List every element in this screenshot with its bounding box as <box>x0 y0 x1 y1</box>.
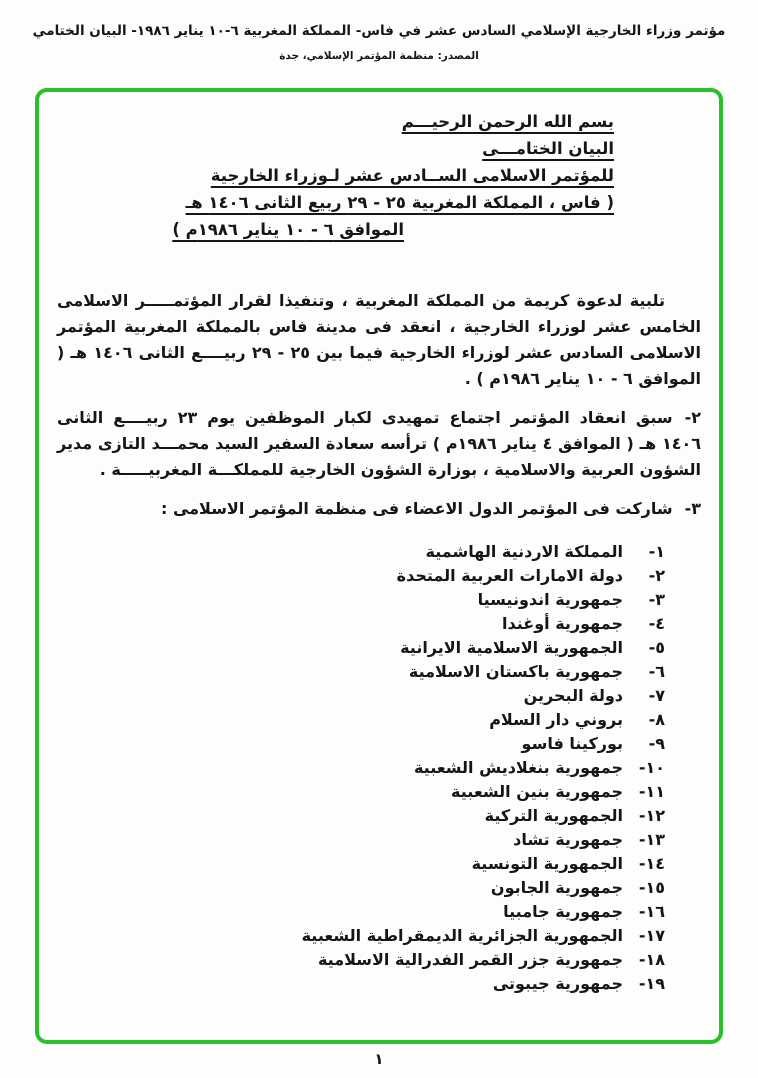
paragraph-text: سبق انعقاد المؤتمر اجتماع تمهيدى لكبار الموظفين يوم ٢٣ ربيــــع الثانى ١٤٠٦ هـ ( الموافق ٤ يناير ١٩٨٦م ) ترأسه سعادة السفير السيد محمـــد التازى مدير الشؤون العربية والاسلامية ، بوزارة الشؤون الخارجية للمملكـــة المغربيـــــة . <box>57 408 701 479</box>
member-state-number: ١٣- <box>638 830 665 849</box>
document-header-title: مؤتمر وزراء الخارجية الإسلامي السادس عشر في فاس- المملكة المغربية ٦-١٠ يناير ١٩٨٦- البيان الختامي <box>32 23 726 39</box>
page-number: ١ <box>374 1050 384 1068</box>
member-state-name: بروني دار السلام <box>489 710 623 729</box>
member-state-item <box>57 540 665 564</box>
member-state-name: جمهورية أوغندا <box>502 614 623 633</box>
member-state-number: ٨- <box>648 710 665 729</box>
title-line-gregorian-date: الموافق ٦ - ١٠ يناير ١٩٨٦م ) <box>172 220 404 239</box>
member-state-item <box>57 636 665 660</box>
member-states-list <box>57 540 665 996</box>
member-state-name: جمهورية جزر القمر الفدرالية الاسلامية <box>317 950 623 969</box>
member-state-number: ١٦- <box>638 902 665 921</box>
member-state-name: الجمهورية التركية <box>484 806 623 825</box>
member-state-item <box>57 828 665 852</box>
member-state-number: ٦- <box>648 662 665 681</box>
paragraph-number: ٢- <box>684 408 702 427</box>
member-state-item <box>57 708 665 732</box>
member-state-item <box>57 684 665 708</box>
member-state-item <box>57 852 665 876</box>
content-frame <box>35 88 723 1044</box>
member-state-name: جمهورية بنين الشعبية <box>451 782 623 801</box>
title-line-venue-hijri-date: ( فاس ، المملكة المغربية ٢٥ - ٢٩ ربيع الثانى ١٤٠٦ هـ <box>185 193 614 212</box>
member-state-number: ١٠- <box>638 758 665 777</box>
paragraph-number: ٣- <box>684 499 701 518</box>
member-state-name: جمهورية الجابون <box>490 878 623 897</box>
member-state-number: ١٥- <box>638 878 665 897</box>
member-state-name: الجمهورية الجزائرية الديمقراطية الشعبية <box>301 926 623 945</box>
member-state-name: جمهورية جامبيا <box>503 902 623 921</box>
member-state-number: ١٧- <box>638 926 665 945</box>
document-source-line: المصدر: منظمة المؤتمر الإسلامي، جدة <box>279 50 479 62</box>
paragraph-text: تلبية لدعوة كريمة من المملكة المغربية ، وتنفيذا لقرار المؤتمـــــر الاسلامى الخامس عشر لوزراء الخارجية ، انعقد فى مدينة فاس بالمملكة المغربية المؤتمر الاسلامى السادس عشر لوزراء الخارجية فيما بين ٢٥ - ٢٩ ربيــــع الثانى ١٤٠٦ هـ ( الموافق ٦ - ١٠ يناير ١٩٨٦م ) . <box>57 291 702 388</box>
member-state-number: ١٢- <box>638 806 665 825</box>
member-state-name: جمهورية باكستان الاسلامية <box>408 662 623 681</box>
title-block <box>57 108 614 243</box>
member-state-name: بوركينا فاسو <box>521 734 623 753</box>
paragraph <box>57 405 701 483</box>
member-state-item <box>57 588 665 612</box>
member-state-item <box>57 924 665 948</box>
member-state-number: ٢- <box>648 566 665 585</box>
member-state-name: جمهورية بنغلاديش الشعبية <box>413 758 623 777</box>
member-state-name: جمهورية جيبوتى <box>492 974 623 993</box>
member-state-number: ٩- <box>648 734 665 753</box>
member-state-number: ١٨- <box>638 950 665 969</box>
member-state-name: الجمهورية التونسية <box>471 854 623 873</box>
member-state-name: جمهورية تشاد <box>513 830 623 849</box>
member-state-item <box>57 948 665 972</box>
title-line-final-communique: البيان الختامـــى <box>482 139 614 158</box>
paragraph <box>57 496 701 522</box>
member-state-item <box>57 900 665 924</box>
paragraph <box>57 288 701 392</box>
member-state-name: جمهورية اندونيسيا <box>477 590 623 609</box>
member-state-name: دولة الامارات العربية المتحدة <box>396 566 623 585</box>
basmala-line: بسم الله الرحمن الرحيـــم <box>401 112 614 131</box>
paragraphs <box>57 288 701 522</box>
member-state-number: ١١- <box>638 782 665 801</box>
member-state-item <box>57 804 665 828</box>
member-state-name: المملكة الاردنية الهاشمية <box>425 542 623 561</box>
member-state-item <box>57 732 665 756</box>
member-state-number: ٧- <box>648 686 665 705</box>
member-state-name: الجمهورية الاسلامية الايرانية <box>400 638 623 657</box>
member-state-item <box>57 780 665 804</box>
member-state-number: ٣- <box>648 590 665 609</box>
member-state-item <box>57 564 665 588</box>
member-state-item <box>57 876 665 900</box>
title-line-conference-name: للمؤتمر الاسلامى الســادس عشر لـوزراء الخارجية <box>210 166 614 185</box>
member-state-item <box>57 972 665 996</box>
member-state-item <box>57 756 665 780</box>
member-state-number: ٥- <box>648 638 665 657</box>
member-state-number: ١٩- <box>638 974 665 993</box>
member-state-name: دولة البحرين <box>523 686 623 705</box>
member-state-item <box>57 660 665 684</box>
member-state-number: ١- <box>648 542 665 561</box>
member-state-number: ٤- <box>648 614 665 633</box>
member-state-number: ١٤- <box>638 854 665 873</box>
member-state-item <box>57 612 665 636</box>
paragraph-text: شاركت فى المؤتمر الدول الاعضاء فى منظمة المؤتمر الاسلامى : <box>160 499 673 518</box>
